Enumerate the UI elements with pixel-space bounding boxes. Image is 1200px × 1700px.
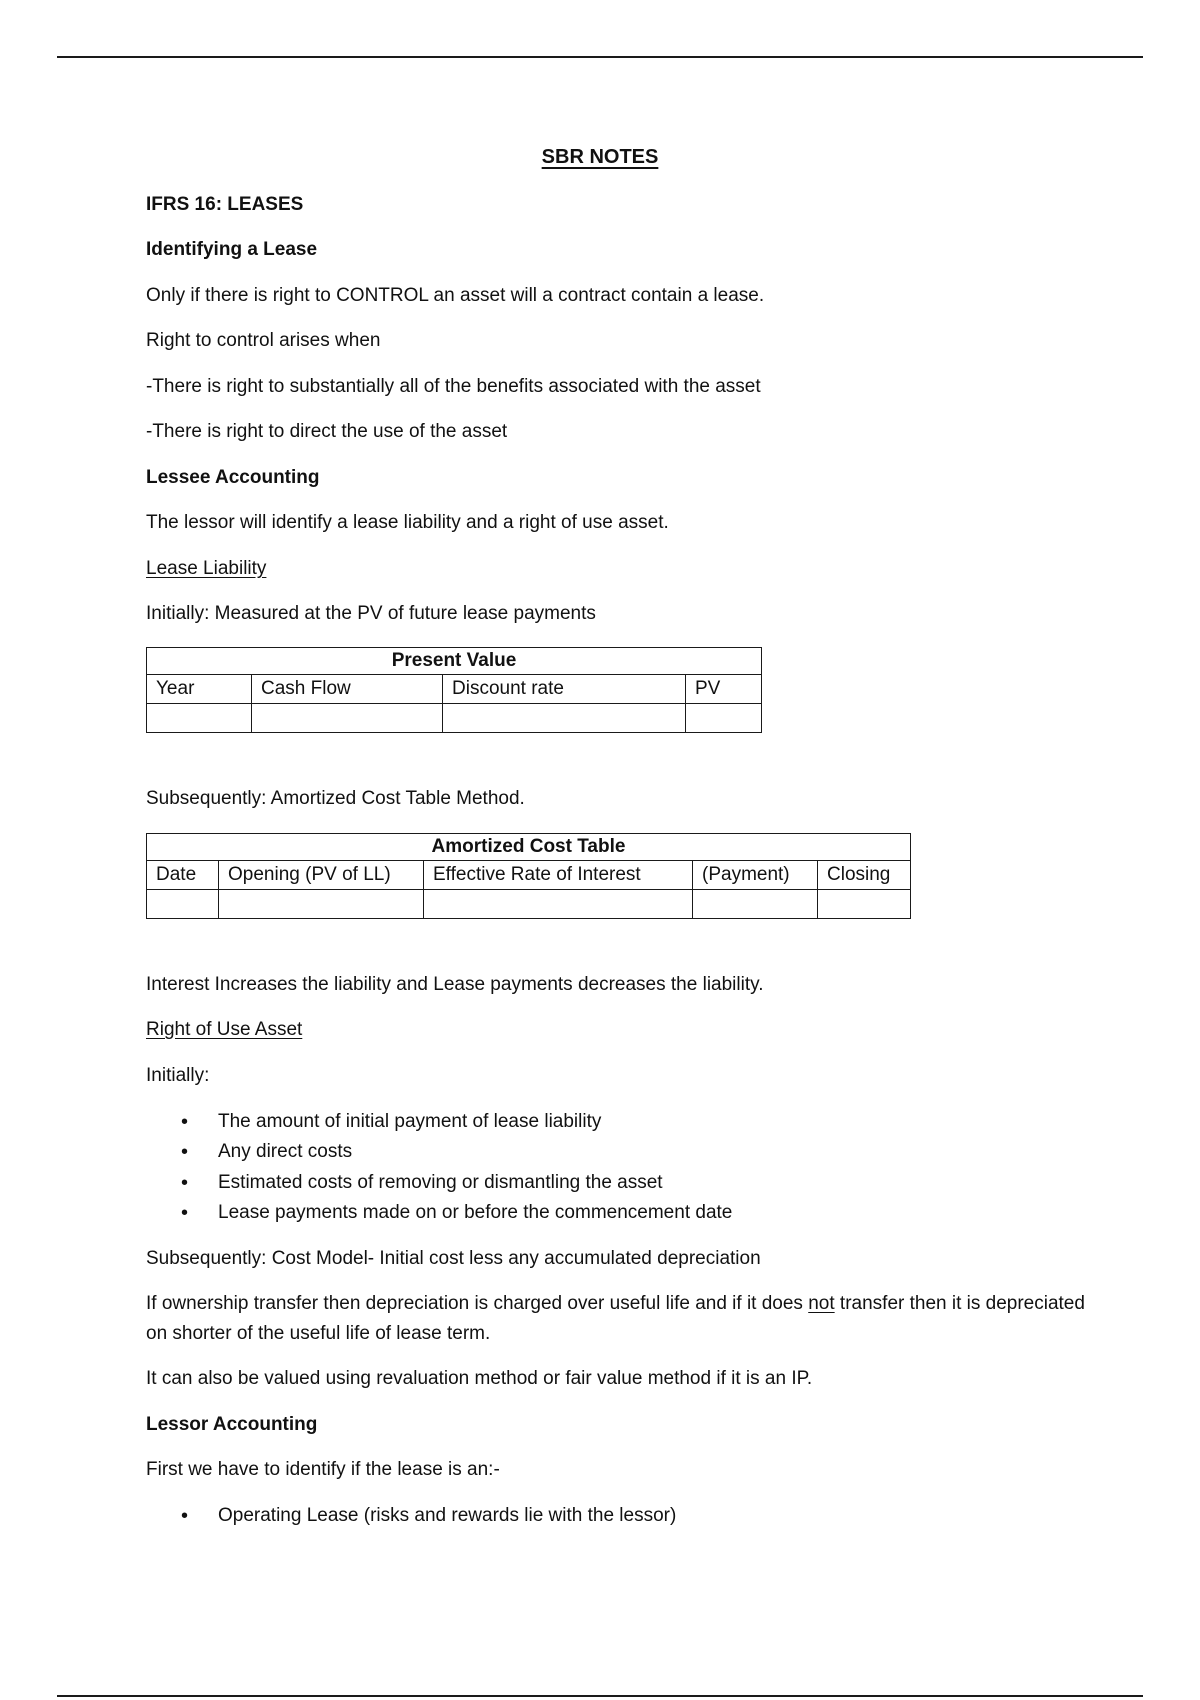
list-item: • Operating Lease (risks and rewards lie with the lessor) xyxy=(146,1501,676,1531)
lease-liability-subsequently: Subsequently: Amortized Cost Table Method. xyxy=(146,788,525,809)
identifying-paragraph-4: -There is right to direct the use of the asset xyxy=(146,421,508,442)
ac-header-date: Date xyxy=(147,861,219,890)
lessor-lease-type-list xyxy=(146,1501,676,1531)
list-item: • Estimated costs of removing or dismantling the asset xyxy=(146,1168,732,1198)
ac-header-payment: (Payment) xyxy=(693,861,818,890)
pv-header-discount-rate: Discount rate xyxy=(443,675,686,704)
lease-liability-initially: Initially: Measured at the PV of future lease payments xyxy=(146,603,596,624)
list-item: • Any direct costs xyxy=(146,1137,732,1167)
ac-header-closing: Closing xyxy=(818,861,911,890)
pv-header-year: Year xyxy=(147,675,252,704)
pv-empty-cell xyxy=(686,704,762,733)
ownership-emphasis-not: not xyxy=(808,1293,835,1314)
pv-header-cash-flow: Cash Flow xyxy=(252,675,443,704)
lease-liability-heading: Lease Liability xyxy=(146,558,267,579)
section-heading: IFRS 16: LEASES xyxy=(146,194,304,215)
right-of-use-subsequently: Subsequently: Cost Model- Initial cost less any accumulated depreciation xyxy=(146,1248,761,1269)
list-item: • The amount of initial payment of lease liability xyxy=(146,1107,732,1137)
ac-empty-cell xyxy=(693,890,818,919)
ac-empty-cell xyxy=(424,890,693,919)
ownership-text-part2: transfer then it is depreciated on shorter of the useful life of lease term. xyxy=(146,1293,1085,1344)
right-of-use-initially: Initially: xyxy=(146,1065,210,1086)
ac-empty-row xyxy=(147,890,911,919)
list-item: • Lease payments made on or before the commencement date xyxy=(146,1198,732,1228)
identifying-paragraph-3: -There is right to substantially all of the benefits associated with the asset xyxy=(146,376,761,397)
identifying-lease-heading: Identifying a Lease xyxy=(146,239,318,260)
pv-header-pv: PV xyxy=(686,675,762,704)
document-title: SBR NOTES xyxy=(541,146,659,168)
bottom-rule xyxy=(57,1695,1143,1697)
ac-empty-cell xyxy=(147,890,219,919)
right-of-use-heading: Right of Use Asset xyxy=(146,1019,303,1040)
identifying-paragraph-1: Only if there is right to CONTROL an asset will a contract contain a lease. xyxy=(146,285,765,306)
lessee-intro: The lessor will identify a lease liability and a right of use asset. xyxy=(146,512,669,533)
right-of-use-initial-list xyxy=(146,1107,732,1228)
revaluation-note: It can also be valued using revaluation method or fair value method if it is an IP. xyxy=(146,1368,813,1389)
present-value-table-title: Present Value xyxy=(147,648,762,675)
identifying-paragraph-2: Right to control arises when xyxy=(146,330,381,351)
amortized-cost-table xyxy=(146,833,911,919)
present-value-table xyxy=(146,647,762,733)
ac-empty-cell xyxy=(818,890,911,919)
ac-empty-cell xyxy=(219,890,424,919)
ac-header-opening: Opening (PV of LL) xyxy=(219,861,424,890)
pv-empty-cell xyxy=(443,704,686,733)
top-rule xyxy=(57,56,1143,58)
pv-empty-cell xyxy=(252,704,443,733)
interest-note: Interest Increases the liability and Lease payments decreases the liability. xyxy=(146,974,764,995)
pv-empty-row xyxy=(147,704,762,733)
pv-empty-cell xyxy=(147,704,252,733)
ownership-text-part1: If ownership transfer then depreciation is charged over useful life and if it does xyxy=(146,1293,809,1314)
ac-header-effective-rate: Effective Rate of Interest xyxy=(424,861,693,890)
ownership-paragraph xyxy=(146,1289,1106,1349)
lessor-accounting-heading: Lessor Accounting xyxy=(146,1414,318,1435)
amortized-cost-table-title: Amortized Cost Table xyxy=(147,834,911,861)
lessor-intro: First we have to identify if the lease is an:- xyxy=(146,1459,500,1480)
lessee-accounting-heading: Lessee Accounting xyxy=(146,467,320,488)
